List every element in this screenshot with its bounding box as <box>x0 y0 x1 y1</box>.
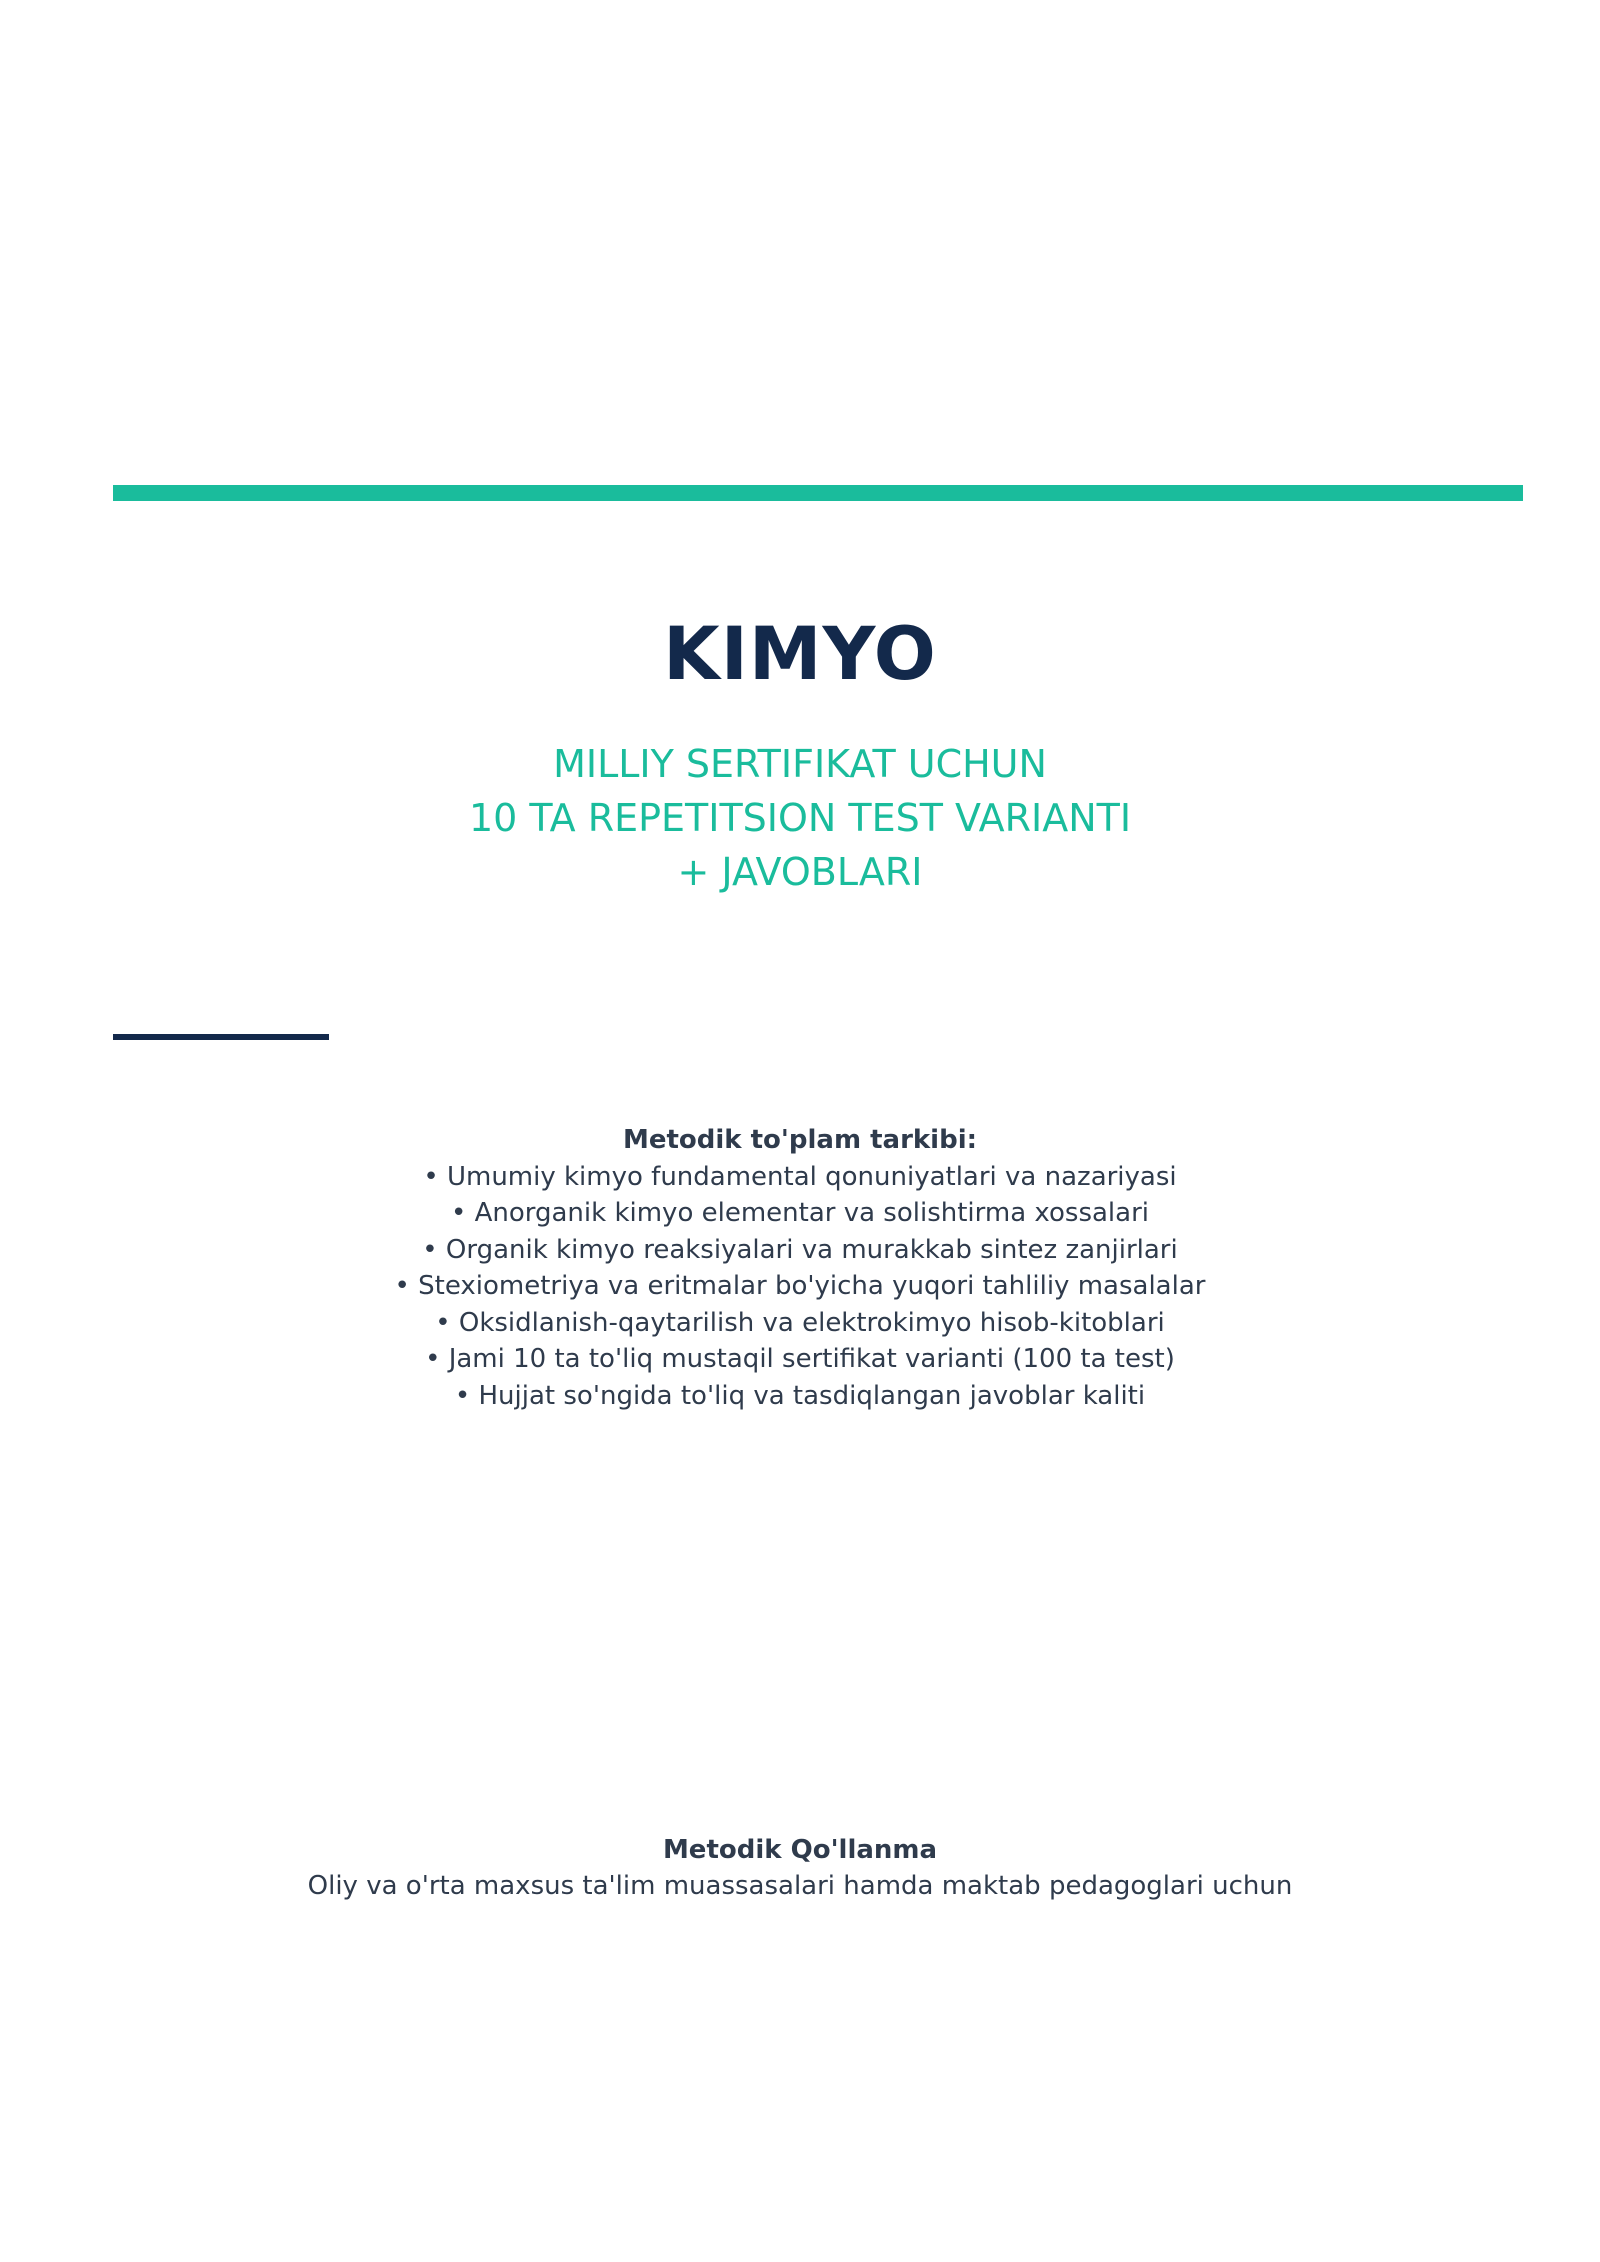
contents-heading: Metodik to'plam tarkibi: <box>622 1125 978 1155</box>
document-subtitle <box>0 737 1600 899</box>
contents-item: • Jami 10 ta to'liq mustaqil sertifikat varianti (100 ta test) <box>425 1344 1175 1374</box>
subtitle-line: 10 TA REPETITSION TEST VARIANTI <box>468 796 1132 840</box>
contents-item: • Organik kimyo reaksiyalari va murakkab sintez zanjirlari <box>422 1234 1178 1265</box>
contents-section <box>0 1122 1600 1414</box>
contents-item: • Anorganik kimyo elementar va solishtirma xossalari <box>450 1198 1149 1228</box>
contents-item: • Oksidlanish-qaytarilish va elektrokimyo hisob-kitoblari <box>435 1307 1165 1338</box>
document-title: KIMYO <box>663 612 937 697</box>
footer-title: Metodik Qo'llanma <box>662 1835 938 1865</box>
footer-section <box>0 1832 1600 1904</box>
section-divider <box>113 1034 329 1040</box>
contents-item: • Umumiy kimyo fundamental qonuniyatlari va nazariyasi <box>423 1161 1177 1192</box>
subtitle-line: + JAVOBLARI <box>677 850 923 894</box>
subtitle-line: MILLIY SERTIFIKAT UCHUN <box>553 742 1047 786</box>
contents-item: • Stexiometriya va eritmalar bo'yicha yuqori tahliliy masalalar <box>394 1271 1206 1301</box>
contents-item: • Hujjat so'ngida to'liq va tasdiqlangan javoblar kaliti <box>454 1380 1146 1411</box>
footer-subtitle: Oliy va o'rta maxsus ta'lim muassasalari hamda maktab pedagoglari uchun <box>307 1871 1293 1901</box>
top-accent-bar <box>113 485 1523 501</box>
